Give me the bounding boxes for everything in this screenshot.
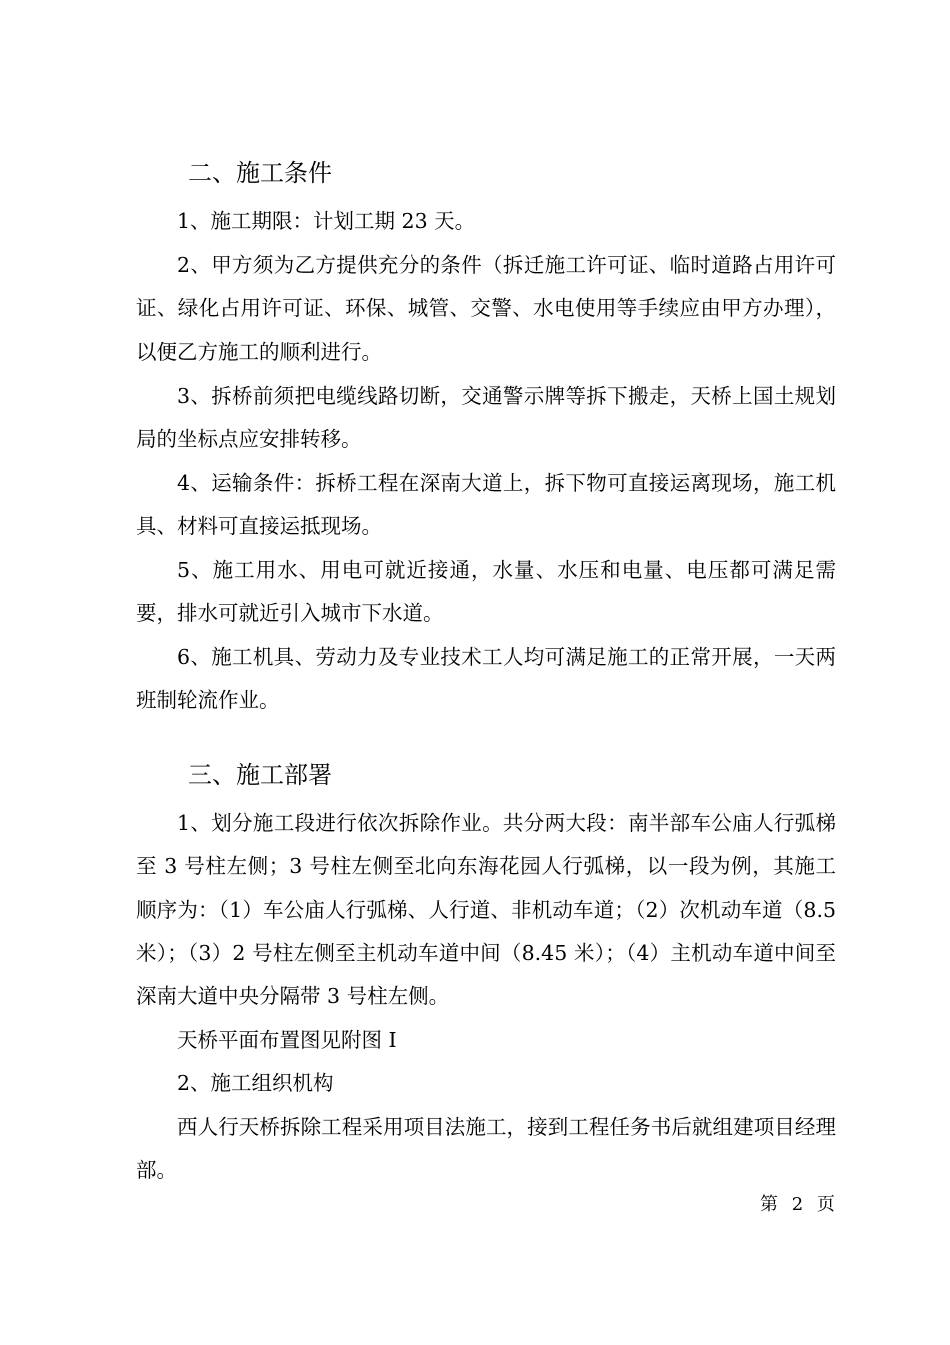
- paragraph-party-a-conditions: 2、甲方须为乙方提供充分的条件（拆迁施工许可证、临时道路占用许可证、绿化占用许可证、环保、城管、交警、水电使用等手续应由甲方办理），以便乙方施工的顺利进行。: [136, 253, 836, 364]
- paragraph-water-electricity: 5、施工用水、用电可就近接通，水量、水压和电量、电压都可满足需要，排水可就近引入城市下水道。: [136, 558, 836, 626]
- paragraph-project-method: 西人行天桥拆除工程采用项目法施工，接到工程任务书后就组建项目经理部。: [136, 1115, 836, 1183]
- paragraph-cable-cutoff: 3、拆桥前须把电缆线路切断，交通警示牌等拆下搬走，天桥上国土规划局的坐标点应安排转移。: [136, 384, 836, 452]
- paragraph-construction-segments: 1、划分施工段进行依次拆除作业。共分两大段：南半部车公庙人行弧梯至 3 号柱左侧；3 号柱左侧至北向东海花园人行弧梯，以一段为例，其施工顺序为：（1）车公庙人行弧梯、人行道、非机动车道；（2）次机动车道（8.5 米）；（3）2 号柱左侧至主机动车道中间（8.45 米）；（4）主机动车道中间至深南大道中央分隔带 3 号柱左侧。: [136, 811, 836, 1009]
- paragraph-labor-shifts: 6、施工机具、劳动力及专业技术工人均可满足施工的正常开展，一天两班制轮流作业。: [136, 645, 836, 713]
- page-number: 第 2 页: [760, 1194, 839, 1215]
- paragraph-layout-reference: 天桥平面布置图见附图 I: [177, 1028, 397, 1052]
- paragraph-transport-conditions: 4、运输条件：拆桥工程在深南大道上，拆下物可直接运离现场，施工机具、材料可直接运抵现场。: [136, 471, 836, 539]
- paragraph-organization-heading: 2、施工组织机构: [177, 1071, 334, 1095]
- paragraph-construction-period: 1、施工期限：计划工期 23 天。: [177, 209, 476, 233]
- section-heading-construction-conditions: 二、施工条件: [188, 159, 332, 187]
- section-heading-construction-deployment: 三、施工部署: [188, 761, 332, 789]
